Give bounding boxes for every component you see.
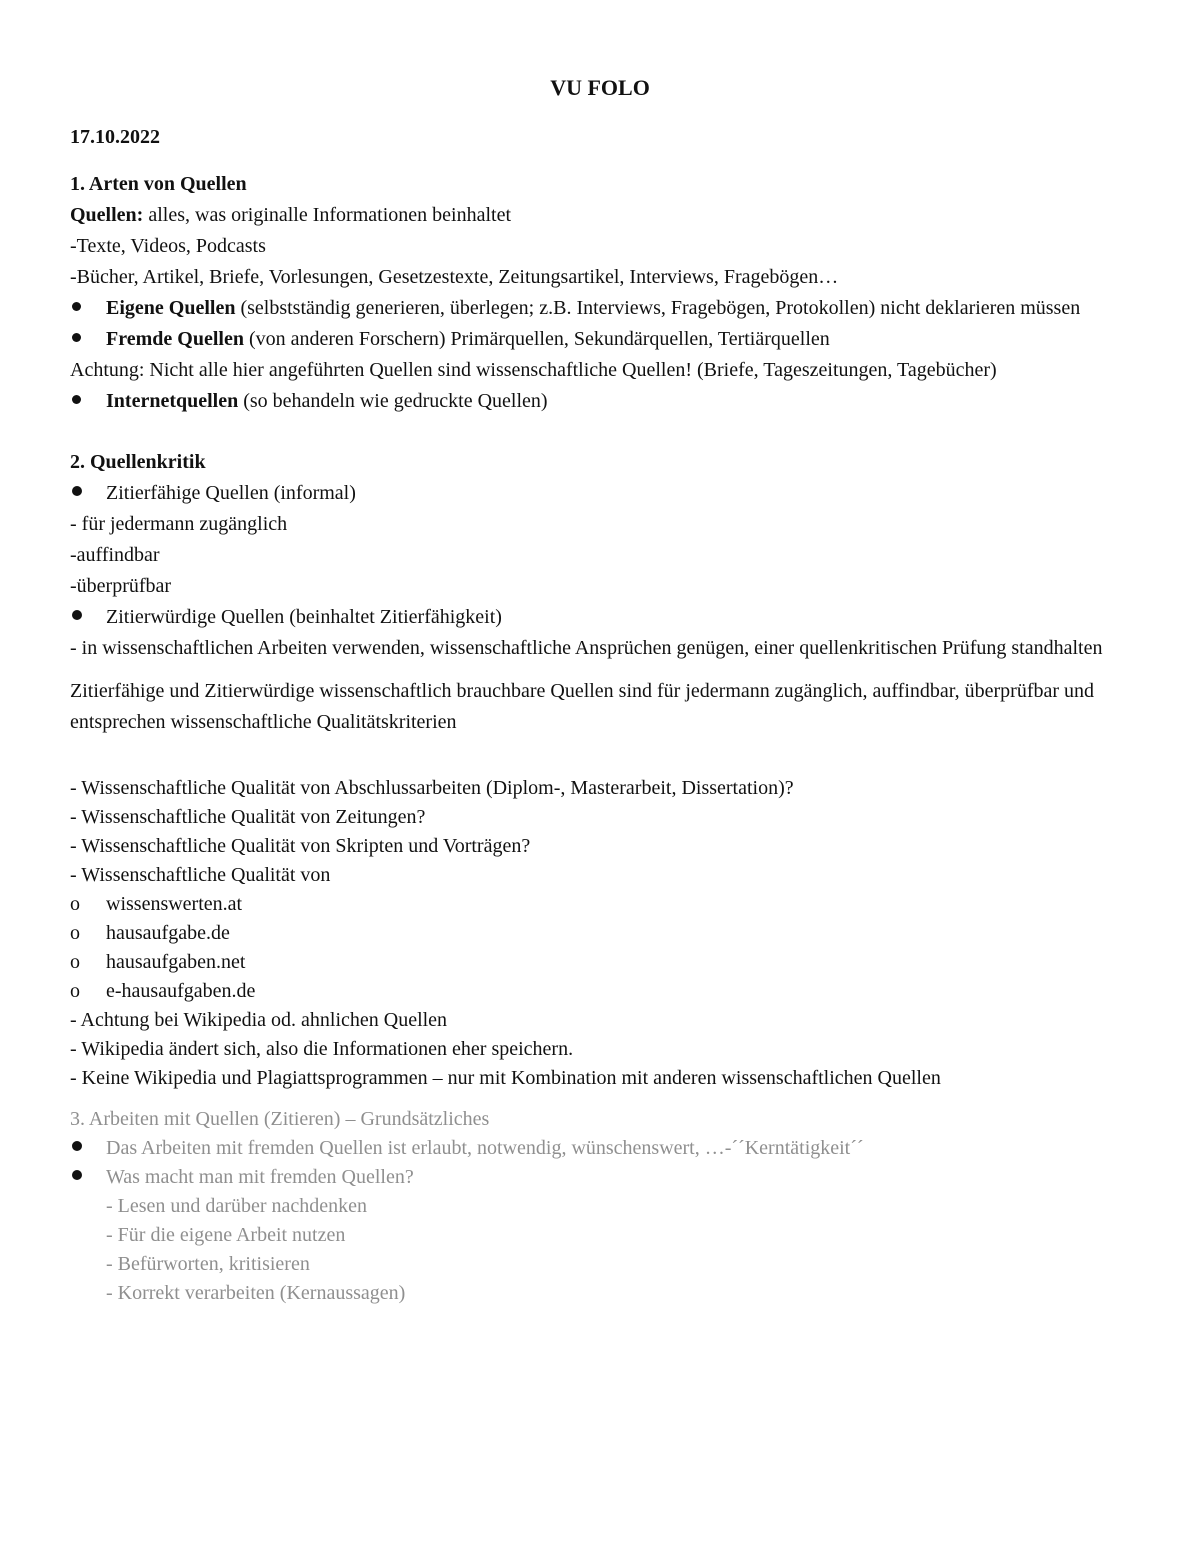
section1-line2: -Bücher, Artikel, Briefe, Vorlesungen, Gesetzestexte, Zeitungsartikel, Interviews, Fragebögen… <box>70 266 839 288</box>
bullet-icon <box>70 478 90 509</box>
section1-heading: 1. Arten von Quellen <box>70 173 247 195</box>
site-name: e-hausaufgaben.de <box>106 980 256 1002</box>
zitierwuerdige-description: - in wissenschaftlichen Arbeiten verwenden, wissenschaftliche Ansprüchen genügen, einer quellenkritischen Prüfung standhalten <box>70 637 1103 659</box>
list-item-eigene-quellen <box>70 293 1130 324</box>
bullet-icon <box>70 324 90 355</box>
site-item <box>70 977 1130 1006</box>
note-line: - Wikipedia ändert sich, also die Informationen eher speichern. <box>70 1038 574 1060</box>
item-text: (so behandeln wie gedruckte Quellen) <box>238 390 548 412</box>
list-item-internetquellen <box>70 386 1130 417</box>
circle-bullet-icon: o <box>70 922 80 944</box>
section3 <box>70 1105 1130 1308</box>
item-text: (selbstständig generieren, überlegen; z.B. Interviews, Fragebögen, Protokollen) nicht deklarieren müssen <box>235 297 1081 319</box>
note-line: - Keine Wikipedia und Plagiattsprogrammen – nur mit Kombination mit anderen wissenschaftlichen Quellen <box>70 1067 941 1089</box>
item-text: (von anderen Forschern) Primärquellen, Sekundärquellen, Tertiärquellen <box>243 328 830 350</box>
definition-label: Quellen: <box>70 204 144 226</box>
criteria-line: -überprüfbar <box>70 575 172 597</box>
question-line: - Wissenschaftliche Qualität von Abschlussarbeiten (Diplom-, Masterarbeit, Dissertation)? <box>70 777 794 799</box>
sub-item: - Lesen und darüber nachdenken <box>106 1195 367 1217</box>
sub-item: - Befürworten, kritisieren <box>106 1253 310 1275</box>
note-line: - Achtung bei Wikipedia od. ahnlichen Quellen <box>70 1009 448 1031</box>
item-bold: Fremde Quellen <box>106 328 244 350</box>
site-item <box>70 948 1130 977</box>
section1-line1: -Texte, Videos, Podcasts <box>70 235 266 257</box>
item-text: Was macht man mit fremden Quellen? <box>106 1166 414 1188</box>
site-name: hausaufgabe.de <box>106 922 230 944</box>
question-line: - Wissenschaftliche Qualität von <box>70 864 331 886</box>
section2-heading: 2. Quellenkritik <box>70 451 206 473</box>
document-page <box>70 70 1130 1308</box>
item-text: Das Arbeiten mit fremden Quellen ist erlaubt, notwendig, wünschenswert, …-´´Kerntätigkeit´´ <box>106 1137 864 1159</box>
list-item-zitierwuerdige <box>70 602 1130 633</box>
circle-bullet-icon: o <box>70 893 80 915</box>
document-title: VU FOLO <box>550 75 650 100</box>
item-bold: Internetquellen <box>106 390 239 412</box>
document-date: 17.10.2022 <box>70 126 160 148</box>
circle-bullet-icon: o <box>70 951 80 973</box>
list-item-fremde-quellen <box>70 324 1130 355</box>
circle-bullet-icon: o <box>70 980 80 1002</box>
question-line: - Wissenschaftliche Qualität von Skripten und Vorträgen? <box>70 835 531 857</box>
bullet-icon <box>70 602 90 633</box>
criteria-line: -auffindbar <box>70 544 160 566</box>
bullet-icon <box>70 386 90 417</box>
bullet-icon <box>70 1134 90 1163</box>
site-name: wissenswerten.at <box>106 893 243 915</box>
list-item-arbeiten <box>70 1134 1130 1163</box>
criteria-line: - für jedermann zugänglich <box>70 513 288 535</box>
bullet-icon <box>70 1163 90 1192</box>
question-line: - Wissenschaftliche Qualität von Zeitungen? <box>70 806 426 828</box>
bullet-icon <box>70 293 90 324</box>
sub-item: - Korrekt verarbeiten (Kernaussagen) <box>106 1282 406 1304</box>
item-bold: Eigene Quellen <box>106 297 236 319</box>
list-item-was-macht-man <box>70 1163 1130 1192</box>
list-item-zitierfaehige <box>70 478 1130 509</box>
site-item <box>70 919 1130 948</box>
site-item <box>70 890 1130 919</box>
sub-item: - Für die eigene Arbeit nutzen <box>106 1224 346 1246</box>
section3-heading: 3. Arbeiten mit Quellen (Zitieren) – Grundsätzliches <box>70 1108 490 1130</box>
section1-definition <box>70 200 1130 231</box>
item-text: Zitierwürdige Quellen (beinhaltet Zitierfähigkeit) <box>106 606 502 628</box>
item-text: Zitierfähige Quellen (informal) <box>106 482 356 504</box>
definition-text: alles, was originalle Informationen beinhaltet <box>143 204 511 226</box>
site-name: hausaufgaben.net <box>106 951 246 973</box>
section1-note: Achtung: Nicht alle hier angeführten Quellen sind wissenschaftliche Quellen! (Briefe, Tageszeitungen, Tagebücher) <box>70 359 997 381</box>
section2-summary: Zitierfähige und Zitierwürdige wissenschaftlich brauchbare Quellen sind für jedermann zugänglich, auffindbar, überprüfbar und entsprechen wissenschaftliche Qualitätskriterien <box>70 680 1095 733</box>
